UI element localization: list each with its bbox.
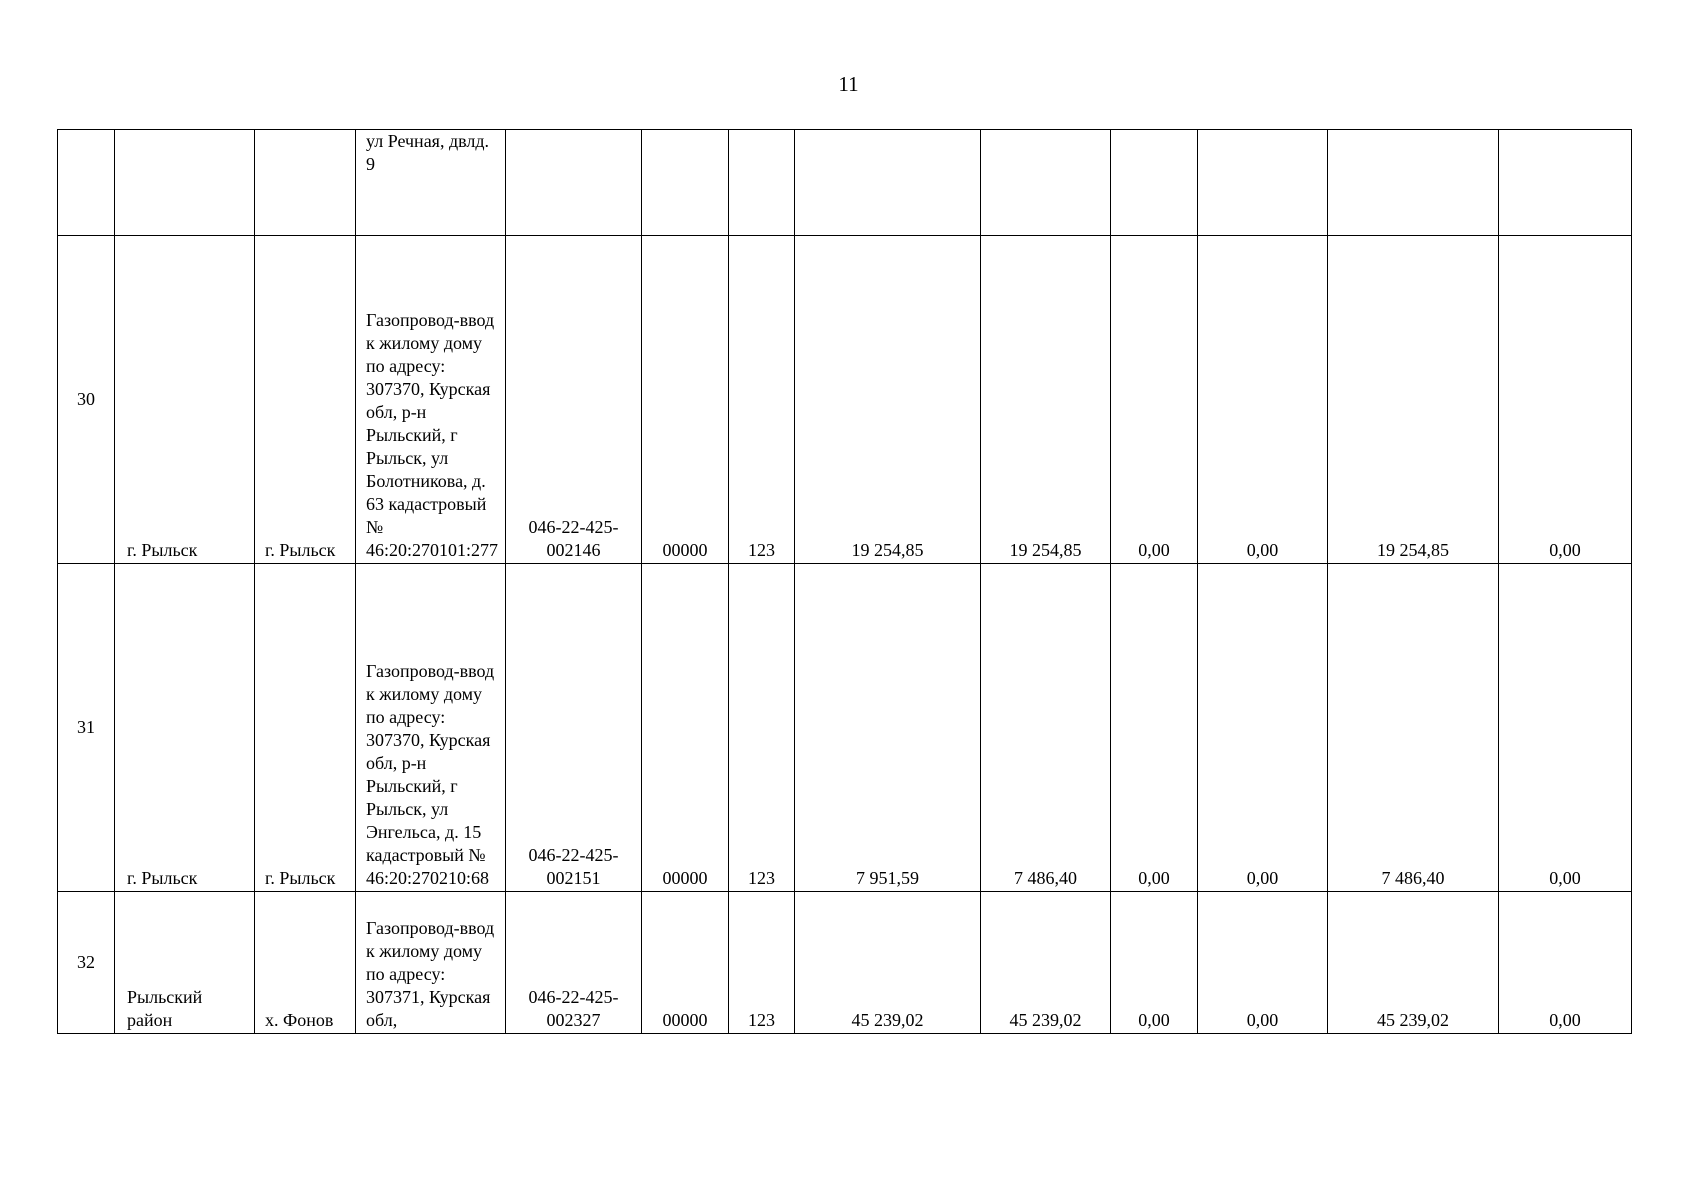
cell-value-6: 0,00 <box>1499 564 1632 892</box>
property-table <box>57 129 1632 1034</box>
cell-reg-no: 046-22-425-002146 <box>506 236 642 564</box>
cell-code1 <box>642 130 729 236</box>
cell-name: Газопровод-ввод к жилому дому по адресу: 307371, Курская обл, <box>356 892 506 1034</box>
cell-code2: 123 <box>729 236 795 564</box>
cell-value-5 <box>1328 130 1499 236</box>
cell-district: г. Рыльск <box>115 236 255 564</box>
cell-reg-no <box>506 130 642 236</box>
cell-value-1: 19 254,85 <box>795 236 981 564</box>
cell-name: ул Речная, двлд. 9 <box>356 130 506 236</box>
cell-value-3: 0,00 <box>1111 564 1198 892</box>
cell-locality: х. Фонов <box>255 892 356 1034</box>
cell-value-4: 0,00 <box>1198 892 1328 1034</box>
cell-name: Газопровод-ввод к жилому дому по адресу: 307370, Курская обл, р-н Рыльский, г Рыльск, ул Болотникова, д. 63 кадастровый № 46:20:270101:277 <box>356 236 506 564</box>
cell-num: 30 <box>58 236 115 564</box>
table-row <box>58 892 1632 1034</box>
cell-code1: 00000 <box>642 236 729 564</box>
cell-value-1: 45 239,02 <box>795 892 981 1034</box>
cell-code2: 123 <box>729 892 795 1034</box>
cell-num <box>58 130 115 236</box>
table-row <box>58 236 1632 564</box>
cell-code1: 00000 <box>642 892 729 1034</box>
cell-value-5: 19 254,85 <box>1328 236 1499 564</box>
table-row <box>58 564 1632 892</box>
cell-value-6: 0,00 <box>1499 236 1632 564</box>
cell-locality: г. Рыльск <box>255 564 356 892</box>
cell-num: 32 <box>58 892 115 1034</box>
cell-locality <box>255 130 356 236</box>
cell-code2: 123 <box>729 564 795 892</box>
cell-value-6 <box>1499 130 1632 236</box>
page-number: 11 <box>838 72 859 96</box>
cell-reg-no: 046-22-425-002151 <box>506 564 642 892</box>
cell-value-3: 0,00 <box>1111 236 1198 564</box>
cell-value-2 <box>981 130 1111 236</box>
cell-value-2: 19 254,85 <box>981 236 1111 564</box>
cell-value-2: 7 486,40 <box>981 564 1111 892</box>
cell-name: Газопровод-ввод к жилому дому по адресу: 307370, Курская обл, р-н Рыльский, г Рыльск, ул Энгельса, д. 15 кадастровый № 46:20:270210:68 <box>356 564 506 892</box>
cell-code1: 00000 <box>642 564 729 892</box>
cell-value-1 <box>795 130 981 236</box>
cell-value-3: 0,00 <box>1111 892 1198 1034</box>
cell-value-1: 7 951,59 <box>795 564 981 892</box>
cell-value-5: 7 486,40 <box>1328 564 1499 892</box>
cell-value-5: 45 239,02 <box>1328 892 1499 1034</box>
cell-district <box>115 130 255 236</box>
cell-district: г. Рыльск <box>115 564 255 892</box>
cell-value-4 <box>1198 130 1328 236</box>
cell-value-4: 0,00 <box>1198 564 1328 892</box>
cell-value-3 <box>1111 130 1198 236</box>
cell-value-2: 45 239,02 <box>981 892 1111 1034</box>
cell-num: 31 <box>58 564 115 892</box>
cell-locality: г. Рыльск <box>255 236 356 564</box>
cell-code2 <box>729 130 795 236</box>
cell-district: Рыльский район <box>115 892 255 1034</box>
cell-value-4: 0,00 <box>1198 236 1328 564</box>
table-row-continuation <box>58 130 1632 236</box>
cell-value-6: 0,00 <box>1499 892 1632 1034</box>
cell-reg-no: 046-22-425-002327 <box>506 892 642 1034</box>
